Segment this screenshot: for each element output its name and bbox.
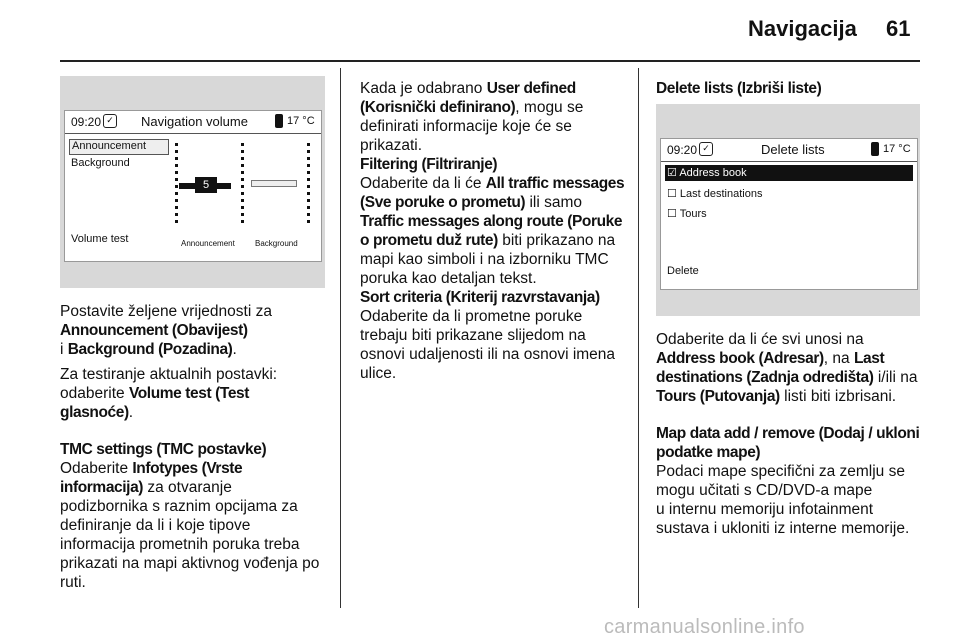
text: definirati informacije koje će se xyxy=(360,118,572,135)
header-rule xyxy=(60,60,920,62)
text: Za testiranje aktualnih postavki: xyxy=(60,366,278,383)
text: trebaju biti prikazane slijedom na xyxy=(360,327,586,344)
section-heading: Filtering (Filtriranje) xyxy=(360,156,498,173)
text: ili samo xyxy=(525,194,583,211)
screen-title: Navigation volume xyxy=(141,114,248,129)
text: podizbornika s raznim opcijama za xyxy=(60,498,298,515)
text: definiranje da li i koje tipove xyxy=(60,517,251,534)
text: Odaberite da li prometne poruke xyxy=(360,308,583,325)
text: prikazati. xyxy=(360,137,423,154)
paragraph xyxy=(360,155,632,288)
watermark: carmanualsonline.info xyxy=(604,616,805,638)
text: Odaberite xyxy=(60,460,133,477)
text: Odaberite da li će xyxy=(360,175,486,192)
column-3-heading xyxy=(656,79,920,98)
list-item-tours[interactable] xyxy=(667,207,707,220)
paragraph xyxy=(60,302,335,359)
text: ruti. xyxy=(60,574,86,591)
bold-term: glasnoće) xyxy=(60,404,129,421)
text: biti prikazano na xyxy=(497,232,616,249)
bold-term: Address book (Adresar) xyxy=(656,350,824,367)
checkbox-icon: ☐ xyxy=(667,208,680,220)
checkbox-checked-icon: ☑ xyxy=(667,167,680,179)
label-announcement: Announcement xyxy=(181,239,235,248)
bold-term: destinations (Zadnja odredišta) xyxy=(656,369,874,386)
temperature: 17 °C xyxy=(883,143,911,155)
spacer xyxy=(60,428,335,440)
list-item-label: Address book xyxy=(679,167,747,179)
text: i/ili na xyxy=(873,369,918,386)
text: , na xyxy=(823,350,854,367)
column-3-text xyxy=(656,330,922,544)
menu-item-volume-test[interactable]: Volume test xyxy=(71,233,129,245)
text: u internu memoriju infotainment xyxy=(656,501,874,518)
status-bar xyxy=(65,111,321,134)
spacer xyxy=(656,412,922,424)
dotted-scale-right xyxy=(307,143,310,225)
paragraph xyxy=(360,79,632,155)
text: Odaberite da li će svi unosi na xyxy=(656,331,864,348)
column-1-text xyxy=(60,302,335,592)
paragraph xyxy=(656,424,922,538)
paragraph xyxy=(360,288,632,383)
bold-term: User defined xyxy=(486,80,576,97)
bold-term: Infotypes (Vrste xyxy=(132,460,243,477)
text: ulice. xyxy=(360,365,397,382)
bold-term: Announcement (Obavijest) xyxy=(60,322,248,339)
screen-title: Delete lists xyxy=(761,142,825,157)
section-heading: podatke mape) xyxy=(656,444,761,461)
bold-term: o prometu duž rute) xyxy=(360,232,498,249)
dotted-scale-left xyxy=(175,143,178,225)
bold-term: Tours (Putovanja) xyxy=(656,388,780,405)
text: informacija prometnih poruka treba xyxy=(60,536,300,553)
text: mogu učitati s CD/DVD-a mape xyxy=(656,482,873,499)
section-heading: TMC settings (TMC postavke) xyxy=(60,441,267,458)
clock-icon: ✓ xyxy=(699,142,713,156)
bold-term: Traffic messages along route (Poruke xyxy=(360,213,623,230)
text: mapi kao simboli i na izborniku TMC xyxy=(360,251,609,268)
dotted-scale-middle xyxy=(241,143,244,225)
paragraph xyxy=(656,330,922,406)
label-background: Background xyxy=(255,239,298,248)
menu-item-announcement[interactable]: Announcement xyxy=(69,139,169,155)
text: Kada je odabrano xyxy=(360,80,487,97)
navigation-volume-screen xyxy=(64,110,322,262)
list-item-last-destinations[interactable] xyxy=(667,187,762,200)
bold-term: (Korisnički definirano) xyxy=(360,99,516,116)
background-slider[interactable] xyxy=(251,180,297,187)
delete-lists-figure xyxy=(656,104,920,316)
text: za otvaranje xyxy=(143,479,232,496)
clock-icon: ✓ xyxy=(103,114,117,128)
text: odaberite xyxy=(60,385,129,402)
thermometer-icon xyxy=(275,114,283,128)
section-heading: Delete lists (Izbriši liste) xyxy=(656,80,822,97)
clock-time: 09:20 xyxy=(667,143,698,157)
announcement-slider-value: 5 xyxy=(195,177,217,193)
text: osnovi udaljenosti ili na osnovi imena xyxy=(360,346,616,363)
text: i xyxy=(60,341,68,358)
text: Podaci mape specifični za zemlju se xyxy=(656,463,905,480)
status-bar xyxy=(661,139,917,162)
clock-time: 09:20 xyxy=(71,115,102,129)
bold-term: (Sve poruke o prometu) xyxy=(360,194,526,211)
section-heading: Sort criteria (Kriterij razvrstavanja) xyxy=(360,289,600,306)
text: . xyxy=(128,404,134,421)
text: poruka kao detaljan tekst. xyxy=(360,270,537,287)
paragraph xyxy=(60,365,335,422)
paragraph xyxy=(60,440,335,592)
delete-button[interactable]: Delete xyxy=(667,265,699,277)
checkbox-icon: ☐ xyxy=(667,188,680,200)
bold-term: informacija) xyxy=(60,479,144,496)
text: listi biti izbrisani. xyxy=(779,388,897,405)
column-2-text xyxy=(360,79,632,389)
text: sustava i ukloniti iz interne memorije. xyxy=(656,520,910,537)
column-divider-2 xyxy=(638,68,639,608)
temperature: 17 °C xyxy=(287,115,315,127)
bold-term: Background (Pozadina) xyxy=(67,341,233,358)
delete-lists-screen xyxy=(660,138,918,290)
text: . xyxy=(232,341,237,358)
bold-term: Volume test (Test xyxy=(128,385,250,402)
page-number: 61 xyxy=(886,16,911,41)
thermometer-icon xyxy=(871,142,879,156)
list-item-address-book[interactable] xyxy=(665,165,913,181)
text: , mogu se xyxy=(515,99,584,116)
list-item-label: Last destinations xyxy=(679,188,763,200)
bold-term: Last xyxy=(853,350,885,367)
text: prikazati na mapi aktivnog vođenja po xyxy=(60,555,320,572)
bold-term: All traffic messages xyxy=(485,175,625,192)
column-divider-1 xyxy=(340,68,341,608)
list-item-label: Tours xyxy=(679,208,707,220)
menu-item-background[interactable]: Background xyxy=(71,157,130,169)
section-heading: Map data add / remove (Dodaj / ukloni xyxy=(656,425,920,442)
navigation-volume-figure xyxy=(60,76,325,288)
text: Postavite željene vrijednosti za xyxy=(60,303,272,320)
page-header-title: Navigacija xyxy=(748,16,857,41)
